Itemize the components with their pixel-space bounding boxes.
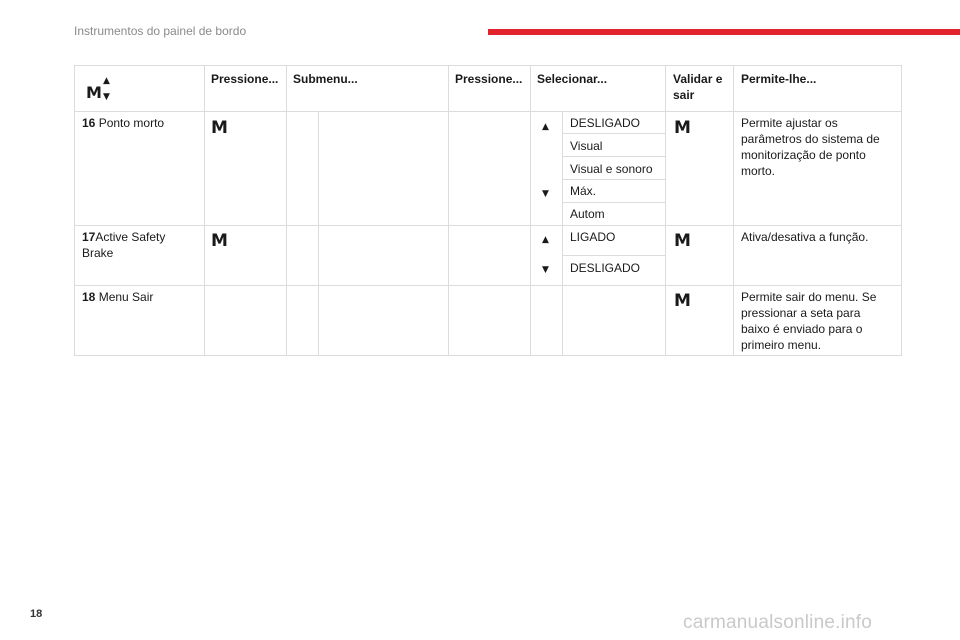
table-border [901,65,902,356]
column-header-permite: Permite-lhe... [741,72,817,86]
table-border [562,156,666,157]
table-border [74,225,902,226]
column-header-selecionar: Selecionar... [537,72,608,86]
row-description: Ativa/desativa a função. [741,230,869,244]
table-row-name: 17Active Safety Brake [82,230,166,260]
arrow-down-icon: ▼ [542,265,549,275]
table-border [74,65,902,66]
option-item: Visual [570,139,603,153]
m-button-icon: M [674,231,691,251]
table-border [562,179,666,180]
table-border [530,65,531,356]
option-item: DESLIGADO [570,261,641,275]
column-header-validar: Validar e sair [673,72,723,102]
table-border [74,111,902,112]
column-header-pressione-2: Pressione... [455,72,523,86]
table-border [74,65,75,356]
menu-arrows-icon: M ▲ ▼ [86,76,110,102]
arrow-up-icon: ▲ [542,235,549,245]
row-description: Permite sair do menu. Se pressionar a seta para baixo é enviado para o primeiro menu. [741,290,877,352]
arrow-down-icon: ▼ [542,189,549,199]
table-row-name: 16 Ponto morto [82,116,165,130]
arrow-up-icon: ▲ [103,76,110,86]
column-header-submenu: Submenu... [293,72,358,86]
watermark: carmanualsonline.info [683,612,873,633]
table-border [733,65,734,356]
option-item: Visual e sonoro [570,162,653,176]
table-border [74,355,902,356]
table-border [665,65,666,356]
settings-table [74,65,902,356]
table-border [74,285,902,286]
arrow-up-icon: ▲ [542,122,549,132]
m-button-icon: M [674,118,691,138]
m-button-icon: M [211,118,228,138]
header-accent-bar [488,29,960,35]
table-border [562,133,666,134]
option-item: LIGADO [570,230,616,244]
table-row-name: 18 Menu Sair [82,290,154,304]
table-border [562,111,563,356]
option-item: Autom [570,207,605,221]
table-border [286,65,287,356]
m-button-icon: M [674,291,691,311]
table-border [562,202,666,203]
option-item: Máx. [570,184,597,198]
table-border [562,255,666,256]
page-header-title: Instrumentos do painel de bordo [74,24,247,38]
table-border [318,111,319,356]
column-header-pressione: Pressione... [211,72,279,86]
option-item: DESLIGADO [570,116,641,130]
row-description: Permite ajustar os parâmetros do sistema de monitorização de ponto morto. [741,116,880,178]
table-border [448,65,449,356]
m-button-icon: M [211,231,228,251]
arrow-down-icon: ▼ [103,92,110,102]
page-number: 18 [30,608,43,620]
table-border [204,65,205,356]
